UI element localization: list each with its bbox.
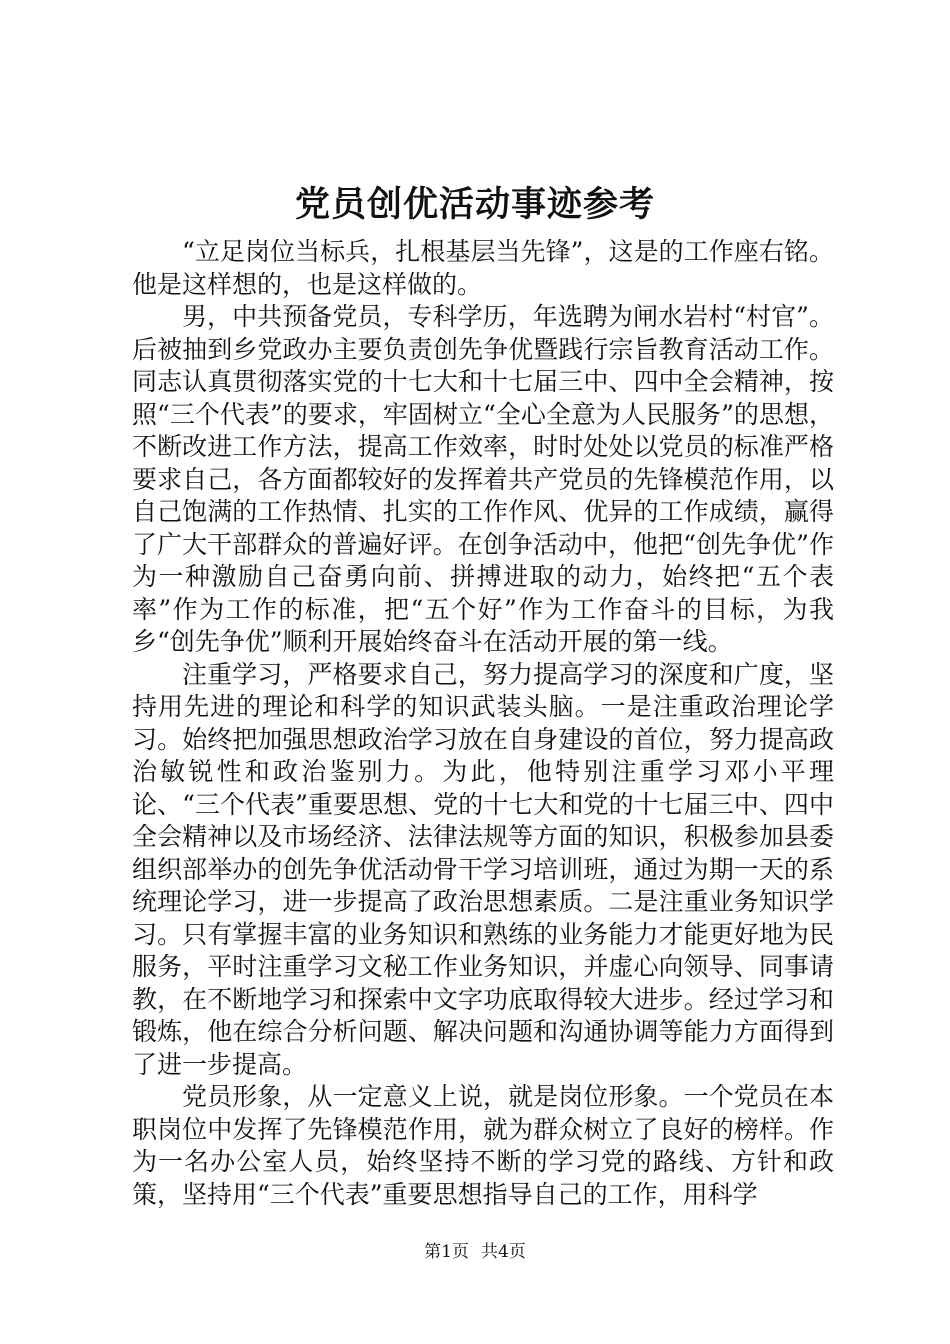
page-footer <box>0 1240 950 1264</box>
paragraph-2: 男，中共预备党员，专科学历，年选聘为闸水岩村“村官”。后被抽到乡党政办主要负责创先争优暨践行宗旨教育活动工作。同志认真贯彻落实党的十七大和十七届三中、四中全会精神，按照“三个代表”的要求，牢固树立“全心全意为人民服务”的思想，不断改进工作方法，提高工作效率，时时处处以党员的标准严格要求自己，各方面都较好的发挥着共产党员的先锋模范作用，以自己饱满的工作热情、扎实的工作作风、优异的工作成绩，赢得了广大干部群众的普遍好评。在创争活动中，他把“创先争优”作为一种激励自己奋勇向前、拼搏进取的动力，始终把“五个表率”作为工作的标准，把“五个好”作为工作奋斗的目标，为我乡“创先争优”顺利开展始终奋斗在活动开展的第一线。 <box>132 302 834 656</box>
document-body <box>132 236 834 1211</box>
paragraph-3: 注重学习，严格要求自己，努力提高学习的深度和广度，坚持用先进的理论和科学的知识武装头脑。一是注重政治理论学习。始终把加强思想政治学习放在自身建设的首位，努力提高政治敏锐性和政治鉴别力。为此，他特别注重学习邓小平理论、“三个代表”重要思想、党的十七大和党的十七届三中、四中全会精神以及市场经济、法律法规等方面的知识，积极参加县委组织部举办的创先争优活动骨干学习培训班，通过为期一天的系统理论学习，进一步提高了政治思想素质。二是注重业务知识学习。只有掌握丰富的业务知识和熟练的业务能力才能更好地为民服务，平时注重学习文秘工作业务知识，并虚心向领导、同事请教，在不断地学习和探索中文字功底取得较大进步。经过学习和锻炼，他在综合分析问题、解决问题和沟通协调等能力方面得到了进一步提高。 <box>132 659 834 1079</box>
paragraph-1: “立足岗位当标兵，扎根基层当先锋”，这是的工作座右铭。他是这样想的，也是这样做的。 <box>132 237 834 299</box>
page-number: 第1页 <box>424 1242 469 1262</box>
paragraph-4: 党员形象，从一定意义上说，就是岗位形象。一个党员在本职岗位中发挥了先锋模范作用，就为群众树立了良好的榜样。作为一名办公室人员，始终坚持不断的学习党的路线、方针和政策，坚持用“三个代表”重要思想指导自己的工作，用科学 <box>132 1082 834 1209</box>
document-title: 党员创优活动事迹参考 <box>294 184 655 225</box>
page-total: 共4页 <box>481 1242 526 1262</box>
